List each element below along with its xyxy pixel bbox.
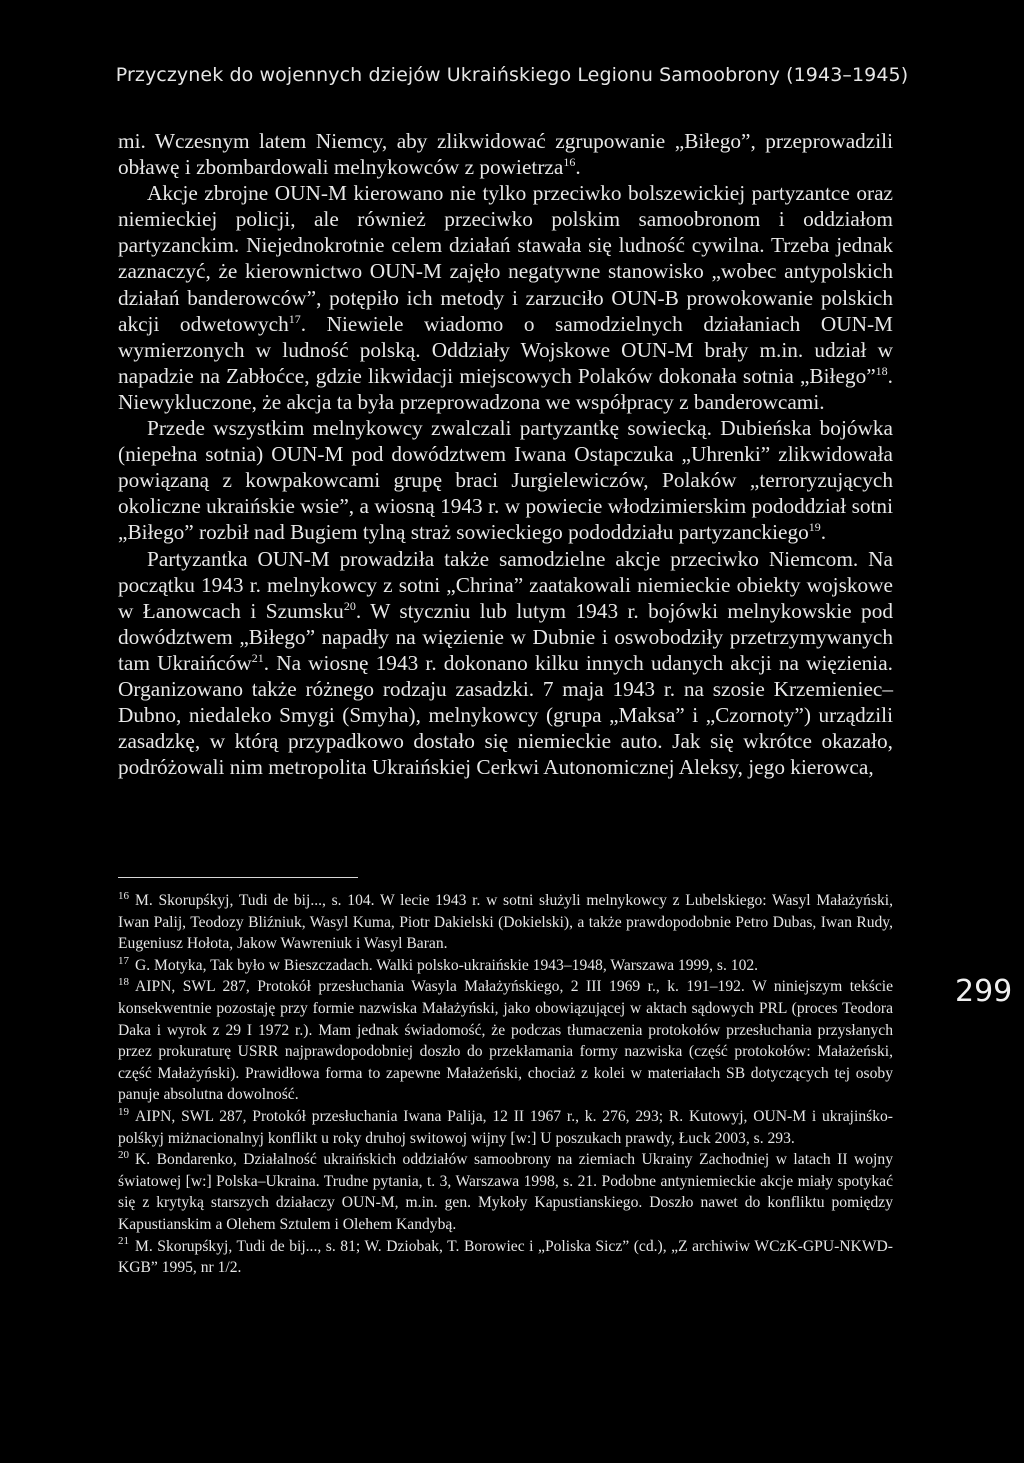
paragraph-text: Partyzantka OUN-M prowadziła także samodzielne akcje przeciwko Niemcom. Na początku 1943 r. melnykowcy z sotni „Chrina” zaatakowali niemieckie obiekty wojskowe w Łanowcach i Szumsku (118, 546, 893, 623)
footnote-text: G. Motyka, Tak było w Bieszczadach. Walki polsko-ukraińskie 1943–1948, Warszawa 1999, s. 102. (135, 956, 759, 974)
footnote-text: AIPN, SWL 287, Protokół przesłuchania Wasyla Małażyńskiego, 2 III 1969 r., k. 191–192. W niniejszym tekście konsekwentnie pozostaję przy formie nazwiska Małażyński, jako obowiązującej w aktach sądowych PRL (proces Teodora Daka i wyrok z 29 I 1972 r.). Mam jednak świadomość, że podczas tłumaczenia protokołów przesłuchania przysłanych przez prokuraturę USRR najprawdopodobniej doszło do przekłamania formy nazwiska (część protokołów: Małażeński, część Małażyński). Prawidłowa forma to zapewne Małażeński, chociaż z kolei w materiałach SB dotyczących tej osoby panuje absolutna dowolność. (118, 978, 893, 1104)
footnote-number: 21 (118, 1235, 129, 1248)
footnote-ref-20: 20 (343, 598, 356, 613)
footnote-19 (118, 1106, 893, 1149)
footnote-separator (118, 877, 358, 878)
footnote-20 (118, 1149, 893, 1235)
running-header: Przyczynek do wojennych dziejów Ukraińskiego Legionu Samoobrony (1943–1945) (115, 64, 909, 86)
paragraph-text: . Niewykluczone, że akcja ta była przeprowadzona we współpracy z banderowcami. (118, 363, 893, 414)
paragraph-text: . Niewiele wiadomo o samodzielnych działaniach OUN-M wymierzonych w ludność polską. Oddziały Wojskowe OUN-M brały m.in. udział w napadzie na Zabłoćce, gdzie likwidacji miejscowych Polaków dokonała sotnia „Biłego” (118, 311, 893, 388)
footnotes (118, 890, 893, 1279)
footnote-ref-17: 17 (288, 311, 301, 326)
paragraph-1 (118, 128, 893, 180)
page-number: 299 (955, 974, 1013, 1009)
footnote-21 (118, 1236, 893, 1279)
footnote-number: 16 (118, 889, 129, 902)
paragraph-2 (118, 180, 893, 415)
footnote-text: AIPN, SWL 287, Protokół przesłuchania Iwana Palija, 12 II 1967 r., k. 276, 293; R. Kutowyj, OUN-M i ukrajinśko-polśkyj miżnacionalnyj konflikt u roky druhoj switowoj wijny [w:] U poszukach prawdy, Łuck 2003, s. 293. (118, 1107, 893, 1147)
footnote-text: K. Bondarenko, Działalność ukraińskich oddziałów samoobrony na ziemiach Ukrainy Zachodniej w latach II wojny światowej [w:] Polska–Ukraina. Trudne pytania, t. 3, Warszawa 1998, s. 21. Podobne antyniemieckie akcje miały spotykać się z krytyką starszych działaczy OUN-M, m.in. gen. Mykoły Kapustianskiego. Doszło nawet do konfliktu pomiędzy Kapustianskim a Olehem Sztulem i Olehem Kandybą. (118, 1151, 893, 1233)
paragraph-4 (118, 546, 893, 781)
footnote-ref-16: 16 (563, 155, 576, 169)
main-text (118, 128, 893, 780)
footnote-18 (118, 976, 893, 1106)
footnote-number: 20 (118, 1148, 129, 1161)
footnote-17 (118, 955, 893, 977)
paragraph-3 (118, 415, 893, 545)
footnote-text: M. Skorupśkyj, Tudi de bij..., s. 104. W lecie 1943 r. w sotni służyli melnykowcy z Lubelskiego: Wasyl Małażyński, Iwan Palij, Teodozy Bliźniuk, Wasyl Kuma, Piotr Dakielski (Dokielski), a także prawdopodobnie Petro Dubas, Iwan Rudy, Eugeniusz Hołota, Jakow Wawreniuk i Wasyl Baran. (118, 892, 893, 953)
footnote-ref-18: 18 (875, 363, 888, 378)
paragraph-text: . Na wiosnę 1943 r. dokonano kilku innych udanych akcji na więzienia. Organizowano także różnego rodzaju zasadzki. 7 maja 1943 r. na szosie Krzemieniec–Dubno, niedaleko Smygi (Smyha), melnykowcy (grupa „Maksa” i „Czornoty”) urządzili zasadzkę, w którą przypadkowo dostało się niemieckie auto. Jak się wkrótce okazało, podróżowali nim metropolita Ukraińskiej Cerkwi Autonomicznej Aleksy, jego kierowca, (118, 650, 893, 780)
footnote-text: M. Skorupśkyj, Tudi de bij..., s. 81; W. Dziobak, T. Borowiec i „Poliska Sicz” (cd.), „Z archiwiw WCzK-GPU-NKWD-KGB” 1995, nr 1/2. (118, 1237, 893, 1277)
paragraph-text: . (575, 155, 581, 180)
footnote-ref-19: 19 (808, 520, 821, 535)
footnote-number: 19 (118, 1105, 129, 1118)
footnote-number: 17 (118, 954, 129, 967)
footnote-ref-21: 21 (251, 650, 264, 665)
paragraph-text: Przede wszystkim melnykowcy zwalczali partyzantkę sowiecką. Dubieńska bojówka (niepełna sotnia) OUN-M pod dowództwem Iwana Ostapczuka „Uhrenki” zlikwidowała powiązaną z kowpakowcami grupę braci Jurgielewiczów, Polaków „terroryzujących okoliczne ukraińskie wsie”, a wiosną 1943 r. w powiecie włodzimierskim pododdział sotni „Biłego” rozbił nad Bugiem tylną straż sowieckiego pododdziału partyzanckiego (118, 416, 893, 545)
paragraph-text: Akcje zbrojne OUN-M kierowano nie tylko przeciwko bolszewickiej partyzantce oraz niemieckiej policji, ale również przeciwko polskim samoobronom i oddziałom partyzanckim. Niejednokrotnie celem działań stawała się ludność cywilna. Trzeba jednak zaznaczyć, że kierownictwo OUN-M zajęło negatywne stanowisko „wobec antypolskich działań banderowców”, potępiło ich metody i zarzuciło OUN-B prowokowanie polskich akcji odwetowych (118, 181, 893, 336)
paragraph-text: mi. Wczesnym latem Niemcy, aby zlikwidować zgrupowanie „Biłego”, przeprowadzili obławę i zbombardowali melnykowców z powietrza (118, 129, 893, 180)
paragraph-text: . (820, 520, 827, 545)
footnote-16 (118, 890, 893, 955)
paragraph-text: . W styczniu lub lutym 1943 r. bojówki melnykowskie pod dowództwem „Biłego” napadły na więzienie w Dubnie i oswobodziły przetrzymywanych tam Ukraińców (118, 598, 894, 675)
footnote-number: 18 (118, 976, 129, 989)
